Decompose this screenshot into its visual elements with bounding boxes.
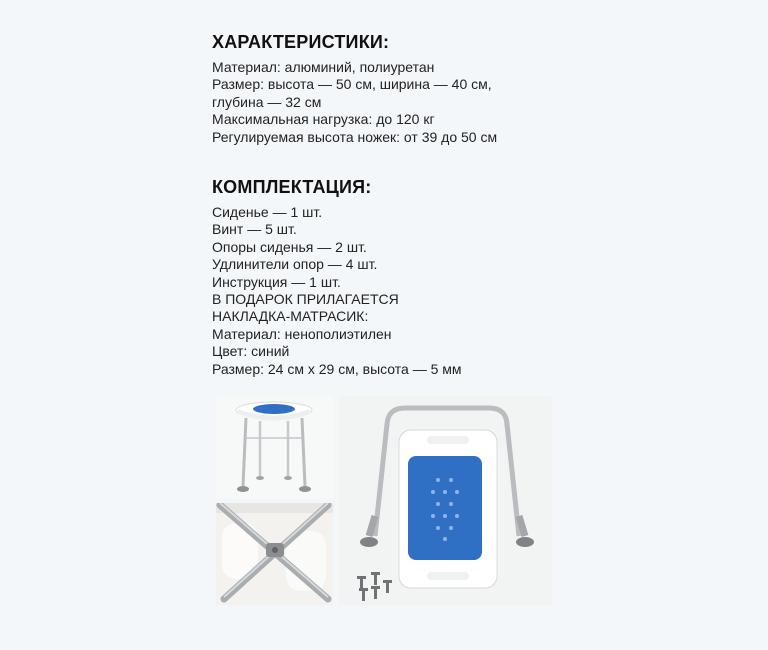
photo-kit-parts <box>339 396 552 605</box>
kit-line-pad-material: Материал: ненополиэтилен <box>212 325 392 342</box>
characteristics-title: ХАРАКТЕРИСТИКИ: <box>212 32 390 52</box>
stool-illustration <box>216 396 333 498</box>
characteristics-list <box>212 59 692 146</box>
kit-list <box>212 204 692 378</box>
kit-line-screw: Винт — 5 шт. <box>212 221 297 238</box>
product-gallery <box>216 396 552 605</box>
brace-illustration <box>216 503 333 605</box>
photo-brace-closeup <box>216 503 333 605</box>
kit-parts-illustration <box>339 396 552 605</box>
kit-line-gift: В ПОДАРОК ПРИЛАГАЕТСЯ <box>212 291 399 308</box>
spec-line-max-load: Максимальная нагрузка: до 120 кг <box>212 111 435 128</box>
kit-line-pad-size: Размер: 24 см х 29 см, высота — 5 мм <box>212 360 462 377</box>
kit-line-supports: Опоры сиденья — 2 шт. <box>212 238 367 255</box>
kit-line-pad-color: Цвет: синий <box>212 343 290 360</box>
photo-assembled-stool <box>216 396 333 498</box>
spec-line-material: Материал: алюминий, полиуретан <box>212 59 435 75</box>
characteristics-section <box>212 31 692 146</box>
kit-line-extenders: Удлинители опор — 4 шт. <box>212 256 378 273</box>
kit-line-seat: Сиденье — 1 шт. <box>212 204 323 221</box>
kit-line-pad: НАКЛАДКА-МАТРАСИК: <box>212 308 369 325</box>
spec-text-block <box>212 31 692 378</box>
spec-line-leg-height: Регулируемая высота ножек: от 39 до 50 см <box>212 128 498 145</box>
spec-line-size: Размер: высота — 50 см, ширина — 40 см, <box>212 76 492 93</box>
kit-line-manual: Инструкция — 1 шт. <box>212 273 341 290</box>
kit-section <box>212 176 692 378</box>
spec-line-depth: глубина — 32 см <box>212 93 322 110</box>
kit-title: КОМПЛЕКТАЦИЯ: <box>212 177 372 198</box>
